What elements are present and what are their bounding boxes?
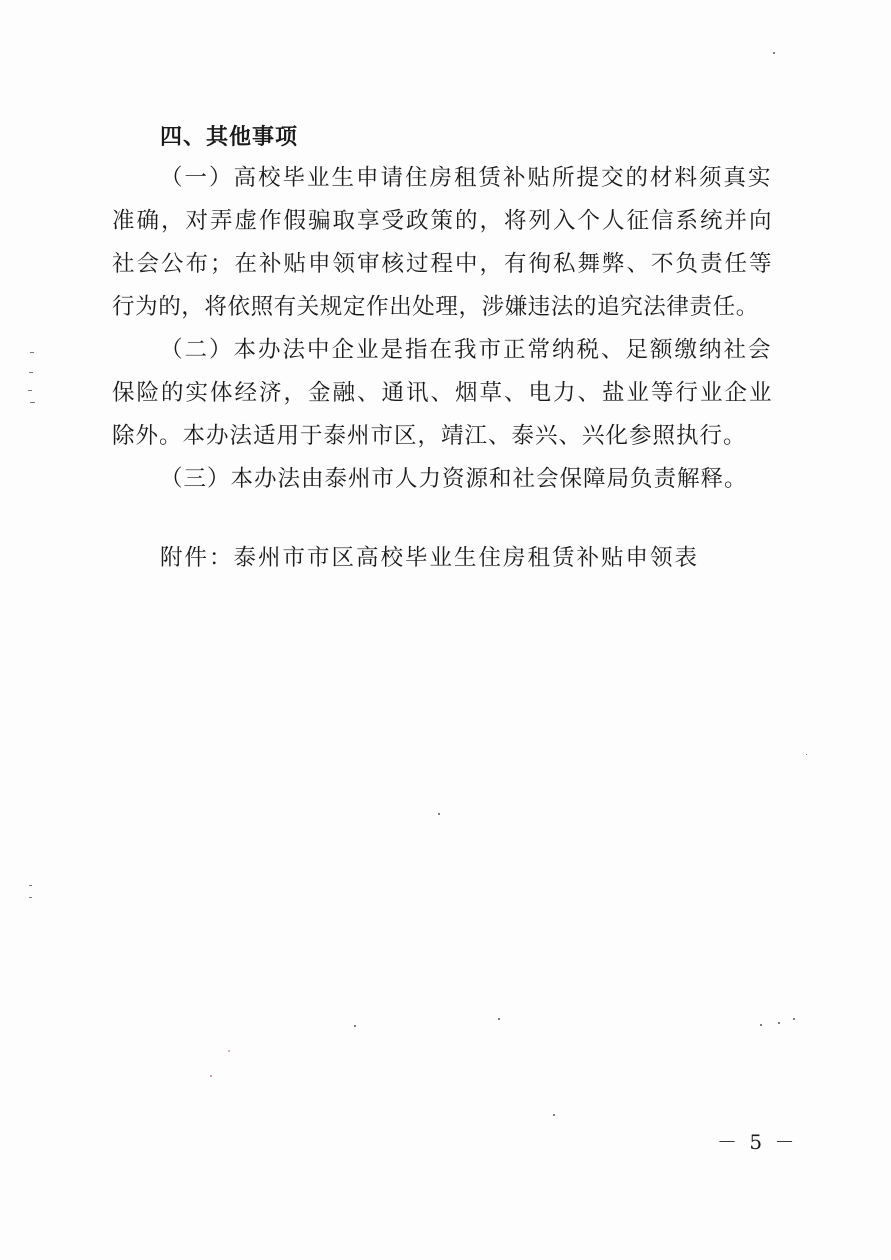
scan-mark (29, 897, 32, 898)
scan-speck (773, 52, 775, 54)
scan-speck (438, 813, 440, 815)
scan-speck (806, 754, 807, 755)
item2-line-1: （二）本办法中企业是指在我市正常纳税、足额缴纳社会 (160, 337, 773, 363)
item1-line-2: 准确，对弄虚作假骗取享受政策的，将列入个人征信系统并向 (112, 208, 774, 234)
scan-speck (553, 1114, 555, 1116)
scan-mark (28, 390, 32, 391)
item1-line-3: 社会公布；在补贴申领审核过程中，有徇私舞弊、不负责任等 (112, 251, 774, 277)
page-number: － 5 － (717, 1130, 798, 1154)
item1-line-4: 行为的，将依照有关规定作出处理，涉嫌违法的追究法律责任。 (112, 294, 759, 320)
scan-speck (793, 1018, 795, 1020)
scan-speck (498, 1018, 500, 1020)
section-heading: 四、其他事项 (160, 125, 299, 150)
scan-mark (29, 885, 32, 886)
item3-line-1: （三）本办法由泰州市人力资源和社会保障局负责解释。 (160, 466, 748, 492)
item2-line-2: 保险的实体经济，金融、通讯、烟草、电力、盐业等行业企业 (112, 380, 774, 406)
scan-speck (210, 1075, 212, 1077)
scan-mark (29, 372, 33, 373)
item2-line-3: 除外。本办法适用于泰州市区，靖江、泰兴、兴化参照执行。 (112, 423, 747, 449)
scan-mark (30, 352, 34, 353)
item1-line-1: （一）高校毕业生申请住房租赁补贴所提交的材料须真实 (160, 165, 773, 191)
scan-speck (228, 1050, 230, 1052)
scan-speck (760, 1024, 762, 1026)
scan-speck (354, 1025, 356, 1027)
attachment-line: 附件：泰州市市区高校毕业生住房租赁补贴申领表 (160, 545, 700, 571)
scan-speck (778, 1022, 780, 1024)
scan-mark (30, 402, 35, 403)
